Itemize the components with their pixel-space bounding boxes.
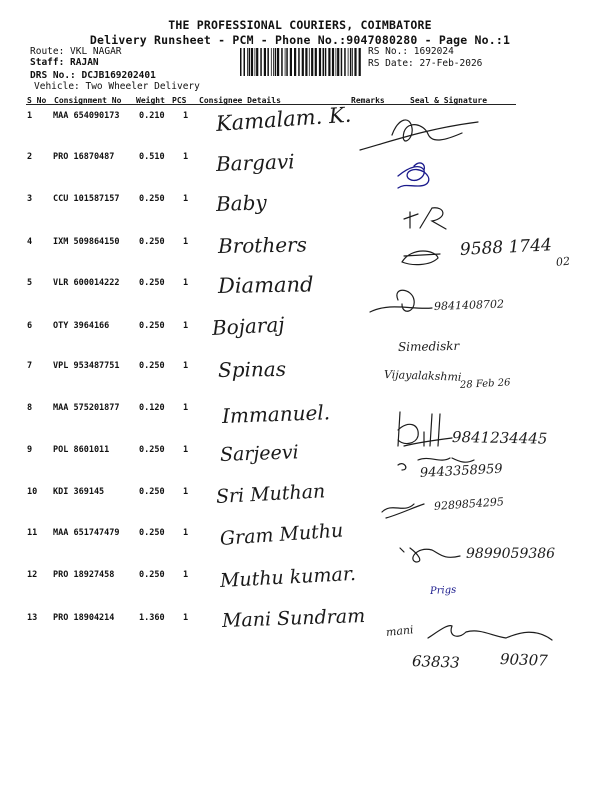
weight-value: 0.510 bbox=[139, 152, 165, 162]
signature-scribble bbox=[402, 251, 440, 265]
row-sno: 13 bbox=[27, 613, 38, 623]
row-sno: 2 bbox=[27, 152, 33, 162]
row-sno: 4 bbox=[27, 237, 33, 247]
signature-scribble bbox=[428, 626, 552, 640]
handwritten-remark: 9841408702 bbox=[433, 297, 505, 313]
signature-scribble bbox=[398, 163, 429, 188]
consignee-handwritten-name: Immanuel. bbox=[221, 400, 331, 428]
col-pcs: PCS bbox=[172, 96, 187, 105]
row-sno: 11 bbox=[27, 528, 38, 538]
company-title: THE PROFESSIONAL COURIERS, COIMBATORE bbox=[168, 18, 432, 32]
handwritten-remark: mani bbox=[385, 623, 415, 639]
pieces-count: 1 bbox=[183, 445, 189, 455]
col-sno: S No bbox=[27, 96, 47, 105]
handwritten-remark: 9899059386 bbox=[466, 546, 556, 562]
handwritten-remark: 9841234445 bbox=[451, 428, 548, 448]
col-remarks: Remarks bbox=[351, 96, 385, 105]
pieces-count: 1 bbox=[183, 403, 189, 413]
row-sno: 1 bbox=[27, 111, 33, 121]
weight-value: 0.250 bbox=[139, 570, 165, 580]
consignment-number: MAA 654090173 bbox=[53, 111, 120, 121]
consignee-handwritten-name: Sri Muthan bbox=[215, 480, 326, 508]
consignee-handwritten-name: Mani Sundram bbox=[221, 605, 366, 632]
consignment-number: PRO 18927458 bbox=[53, 570, 115, 580]
row-sno: 6 bbox=[27, 321, 33, 331]
pieces-count: 1 bbox=[183, 194, 189, 204]
weight-value: 0.210 bbox=[139, 111, 165, 121]
weight-value: 0.250 bbox=[139, 321, 165, 331]
consignee-handwritten-name: Bojaraj bbox=[211, 312, 286, 340]
staff-label: Staff: RAJAN bbox=[30, 57, 99, 68]
runsheet-subtitle: Delivery Runsheet - PCM - Phone No.:9047080280 - Page No.:1 bbox=[89, 33, 511, 47]
weight-value: 0.250 bbox=[139, 194, 165, 204]
consignee-handwritten-name: Kamalam. K. bbox=[215, 102, 353, 136]
pieces-count: 1 bbox=[183, 570, 189, 580]
col-consignment: Consignment No bbox=[54, 96, 122, 105]
col-consignee: Consignee Details bbox=[199, 96, 281, 105]
signature-scribble bbox=[400, 548, 460, 562]
consignee-handwritten-name: Diamand bbox=[217, 272, 314, 298]
pieces-count: 1 bbox=[183, 111, 189, 121]
drs-label: DRS No.: DCJB169202401 bbox=[30, 70, 156, 81]
consignment-number: MAA 575201877 bbox=[53, 403, 120, 413]
consignment-number: IXM 509864150 bbox=[53, 237, 120, 247]
rs-number: RS No.: 1692024 bbox=[368, 46, 454, 57]
consignment-number: MAA 651747479 bbox=[53, 528, 120, 538]
handwritten-remark: 02 bbox=[555, 254, 571, 269]
weight-value: 0.250 bbox=[139, 445, 165, 455]
consignment-number: KDI 369145 bbox=[53, 487, 105, 497]
pieces-count: 1 bbox=[183, 361, 189, 371]
signature-scribble bbox=[360, 120, 478, 150]
col-seal: Seal & Signature bbox=[410, 96, 488, 105]
handwritten-remark: Prigs bbox=[429, 584, 457, 597]
consignment-number: PRO 16870487 bbox=[53, 152, 115, 162]
row-sno: 8 bbox=[27, 403, 33, 413]
pieces-count: 1 bbox=[183, 528, 189, 538]
weight-value: 0.250 bbox=[139, 487, 165, 497]
consignment-number: VLR 600014222 bbox=[53, 278, 120, 288]
weight-value: 0.250 bbox=[139, 361, 165, 371]
handwritten-remark: 90307 bbox=[499, 650, 549, 670]
weight-value: 0.250 bbox=[139, 278, 165, 288]
consignee-handwritten-name: Muthu kumar. bbox=[219, 562, 357, 592]
consignment-number: POL 8601011 bbox=[53, 445, 110, 455]
weight-value: 0.250 bbox=[139, 237, 165, 247]
pieces-count: 1 bbox=[183, 237, 189, 247]
route-label: Route: VKL NAGAR bbox=[30, 46, 122, 57]
signature-scribble bbox=[404, 208, 446, 229]
pieces-count: 1 bbox=[183, 152, 189, 162]
signature-scribble bbox=[398, 412, 452, 446]
row-sno: 10 bbox=[27, 487, 38, 497]
vehicle-label: Vehicle: Two Wheeler Delivery bbox=[34, 81, 200, 92]
handwritten-remark: 28 Feb 26 bbox=[459, 377, 511, 391]
consignment-number: PRO 18904214 bbox=[53, 613, 115, 623]
row-sno: 5 bbox=[27, 278, 33, 288]
pieces-count: 1 bbox=[183, 278, 189, 288]
consignee-handwritten-name: Sarjeevi bbox=[219, 441, 299, 466]
row-sno: 12 bbox=[27, 570, 38, 580]
rs-date: RS Date: 27-Feb-2026 bbox=[368, 58, 483, 69]
handwritten-remark: 9588 1744 bbox=[459, 235, 553, 260]
pieces-count: 1 bbox=[183, 321, 189, 331]
row-sno: 3 bbox=[27, 194, 33, 204]
handwritten-remark: 9289854295 bbox=[433, 495, 505, 513]
consignment-number: VPL 953487751 bbox=[53, 361, 120, 371]
pieces-count: 1 bbox=[183, 613, 189, 623]
handwritten-remark: 9443358959 bbox=[419, 461, 503, 481]
consignee-handwritten-name: Spinas bbox=[217, 356, 287, 382]
pieces-count: 1 bbox=[183, 487, 189, 497]
row-sno: 9 bbox=[27, 445, 33, 455]
weight-value: 0.120 bbox=[139, 403, 165, 413]
weight-value: 0.250 bbox=[139, 528, 165, 538]
handwritten-remark: 63833 bbox=[411, 652, 461, 672]
consignee-handwritten-name: Bargavi bbox=[215, 149, 295, 176]
handwritten-remark: Simediskr bbox=[397, 338, 460, 354]
col-weight: Weight bbox=[136, 96, 165, 105]
consignment-number: CCU 101587157 bbox=[53, 194, 120, 204]
row-sno: 7 bbox=[27, 361, 33, 371]
consignee-handwritten-name: Brothers bbox=[217, 232, 308, 258]
consignee-handwritten-name: Baby bbox=[215, 190, 268, 216]
signature-scribble bbox=[370, 290, 432, 312]
blue-ink-marks bbox=[398, 163, 429, 188]
consignee-handwritten-name: Gram Muthu bbox=[219, 519, 344, 550]
weight-value: 1.360 bbox=[139, 613, 165, 623]
consignment-number: OTY 3964166 bbox=[53, 321, 110, 331]
signature-scribble bbox=[382, 504, 424, 518]
handwritten-remark: Vijayalakshmi bbox=[383, 368, 462, 384]
